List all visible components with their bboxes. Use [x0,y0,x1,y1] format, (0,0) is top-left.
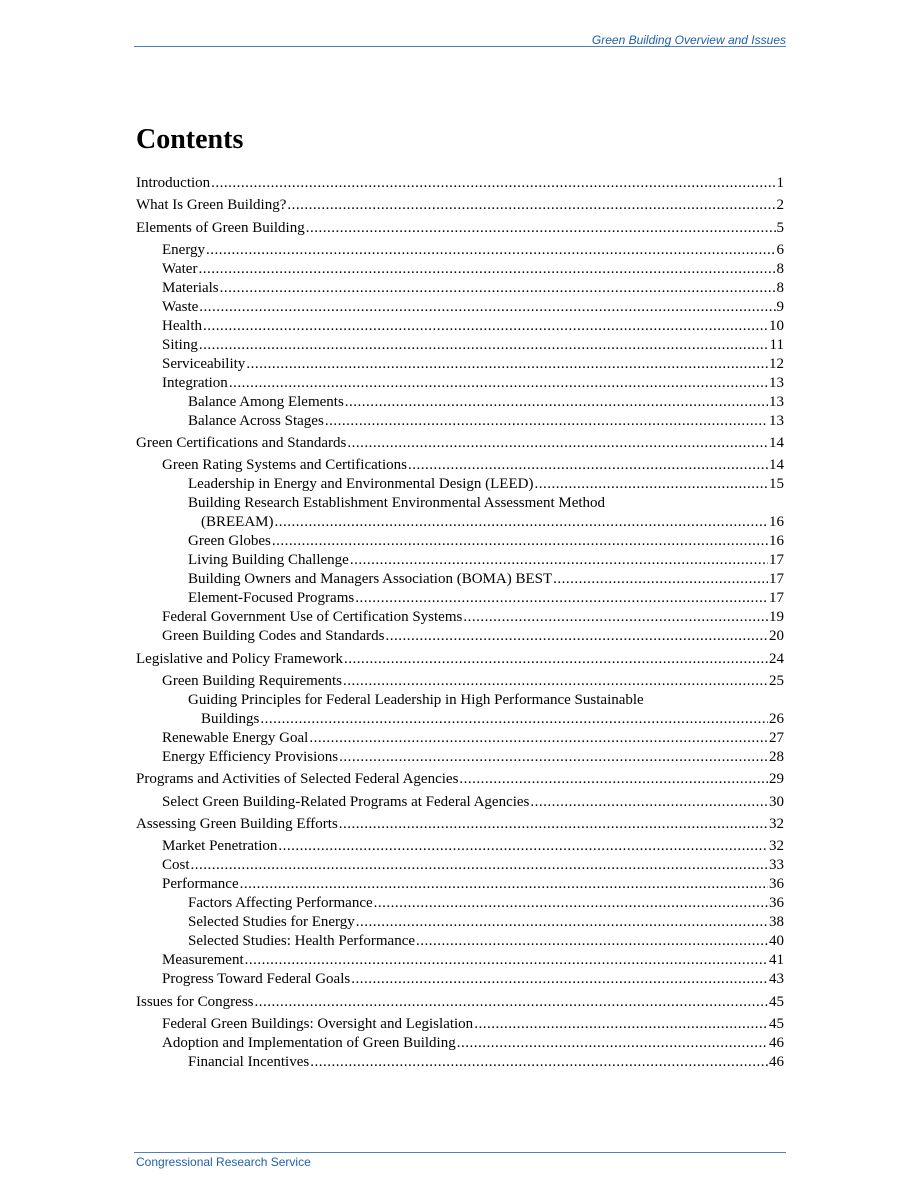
toc-entry[interactable] [136,856,784,875]
dot-leader [351,970,768,989]
dot-leader [310,1053,768,1072]
dot-leader [306,219,776,238]
toc-entry[interactable] [136,608,784,627]
toc-entry-label: Balance Among Elements [188,393,344,410]
toc-entry[interactable] [136,793,784,812]
toc-entry-label: Serviceability [162,355,246,372]
toc-entry-page-number: 46 [769,1034,784,1051]
dot-leader [356,913,768,932]
toc-entry-label: Renewable Energy Goal [162,730,309,747]
dot-leader [287,196,775,215]
toc-entry-label: Performance [162,876,239,893]
toc-entry-page-number: 12 [769,355,784,372]
toc-entry-page-number: 9 [776,298,784,315]
toc-entry-label: Waste [162,298,199,315]
toc-entry[interactable] [136,589,784,608]
toc-entry-page-number: 27 [769,730,784,747]
dot-leader [199,336,769,355]
toc-entry[interactable] [136,434,784,453]
toc-entry-page-number: 14 [769,435,784,452]
dot-leader [229,374,768,393]
toc-entry[interactable] [136,551,784,570]
toc-entry[interactable] [136,748,784,767]
toc-entry-page-number: 32 [769,838,784,855]
dot-leader [325,412,768,431]
toc-entry-label: Energy Efficiency Provisions [162,749,339,766]
toc-entry[interactable] [136,627,784,646]
toc-entry-page-number: 25 [769,673,784,690]
toc-entry-page-number: 13 [769,374,784,391]
toc-entry[interactable] [136,456,784,475]
dot-leader [459,770,768,789]
footer-publisher: Congressional Research Service [136,1155,311,1169]
dot-leader [463,608,768,627]
dot-leader [203,317,768,336]
toc-entry-page-number: 8 [776,279,784,296]
toc-entry-page-number: 11 [769,336,784,353]
toc-entry[interactable] [136,336,784,355]
toc-entry-page-number: 33 [769,857,784,874]
toc-entry-label: Legislative and Policy Framework [136,650,344,667]
toc-entry-label: Green Building Codes and Standards [162,628,385,645]
dot-leader [530,793,768,812]
toc-entry[interactable] [136,770,784,789]
toc-entry-page-number: 2 [776,197,784,214]
toc-entry-page-number: 26 [769,711,784,728]
toc-entry[interactable] [136,951,784,970]
dot-leader [255,993,769,1012]
dot-leader [275,513,769,532]
toc-entry[interactable] [136,279,784,298]
toc-entry-page-number: 43 [769,971,784,988]
toc-entry-label: Siting [162,336,198,353]
toc-entry-label: Green Building Requirements [162,673,342,690]
dot-leader [408,456,768,475]
dot-leader [272,532,768,551]
toc-entry-page-number: 13 [769,412,784,429]
toc-entry[interactable] [136,650,784,669]
dot-leader [191,856,768,875]
toc-entry-label: Cost [162,857,190,874]
toc-entry-label: Market Penetration [162,838,278,855]
toc-entry-page-number: 5 [776,219,784,236]
toc-entry[interactable] [136,475,784,494]
dot-leader [240,875,768,894]
toc-entry-label: Select Green Building-Related Programs at Federal Agencies [162,793,530,810]
toc-entry-page-number: 45 [769,993,784,1010]
dot-leader [457,1034,768,1053]
toc-entry-page-number: 45 [769,1015,784,1032]
toc-entry[interactable] [136,894,784,913]
toc-entry-label: Introduction [136,175,211,191]
toc-entry[interactable] [136,494,784,532]
toc-entry-label: Assessing Green Building Efforts [136,815,338,832]
dot-leader [416,932,768,951]
toc-entry-label: Progress Toward Federal Goals [162,971,351,988]
dot-leader [347,434,768,453]
toc-entry-label: Element-Focused Programs [188,590,355,607]
toc-entry-page-number: 6 [776,241,784,258]
toc-entry-page-number: 32 [769,815,784,832]
toc-entry[interactable] [136,241,784,260]
toc-entry-label: Leadership in Energy and Environmental Design (LEED) [188,476,534,493]
toc-entry[interactable] [136,298,784,317]
toc-entry[interactable] [136,219,784,238]
toc-entry-page-number: 8 [776,260,784,277]
dot-leader [344,650,768,669]
dot-leader [374,894,768,913]
toc-entry-label: Building Research Establishment Environmental Assessment Method [188,495,606,512]
toc-entry[interactable] [136,875,784,894]
dot-leader [474,1015,768,1034]
toc-entry-page-number: 16 [769,514,784,531]
toc-entry-page-number: 17 [769,552,784,569]
toc-entry-page-number: 36 [769,876,784,893]
toc-entry-page-number: 17 [769,571,784,588]
dot-leader [199,298,775,317]
dot-leader [339,748,768,767]
toc-entry-label: Measurement [162,952,244,969]
toc-entry[interactable] [136,355,784,374]
dot-leader [534,475,768,494]
toc-entry[interactable] [136,837,784,856]
toc-entry-page-number: 46 [769,1053,784,1070]
toc-entry[interactable] [136,815,784,834]
dot-leader [198,260,775,279]
toc-entry[interactable] [136,691,784,729]
toc-entry[interactable] [136,374,784,393]
toc-entry-page-number: 1 [776,175,784,191]
toc-entry[interactable] [136,932,784,951]
toc-entry[interactable] [136,993,784,1012]
toc-entry-label: Federal Government Use of Certification Systems [162,609,463,626]
toc-entry-label: Issues for Congress [136,993,254,1010]
toc-entry-page-number: 19 [769,609,784,626]
toc-entry-page-number: 15 [769,476,784,493]
toc-entry[interactable] [136,1034,784,1053]
toc-entry-page-number: 41 [769,952,784,969]
toc-entry-label: Health [162,317,202,334]
toc-entry-label: Buildings [201,711,260,728]
toc-entry-page-number: 40 [769,933,784,950]
toc-entry-label: Federal Green Buildings: Oversight and Legislation [162,1015,474,1032]
page-title: Contents [136,124,244,155]
toc-entry-page-number: 29 [769,771,784,788]
toc-entry-label: Selected Studies for Energy [188,914,355,931]
dot-leader [309,729,768,748]
toc-entry-page-number: 36 [769,895,784,912]
dot-leader [278,837,768,856]
toc-entry[interactable] [136,672,784,691]
toc-entry-label: Programs and Activities of Selected Federal Agencies [136,771,459,788]
dot-leader [246,355,768,374]
dot-leader [260,710,768,729]
toc-entry-label: (BREEAM) [201,514,274,531]
dot-leader [339,815,768,834]
toc-entry[interactable] [136,260,784,279]
toc-entry[interactable] [136,1015,784,1034]
toc-entry[interactable] [136,317,784,336]
toc-entry-page-number: 16 [769,533,784,550]
toc-entry-label: Integration [162,374,228,391]
toc-entry-label: Adoption and Implementation of Green Building [162,1034,456,1051]
dot-leader [220,279,776,298]
toc-entry-label: Elements of Green Building [136,219,305,236]
toc-entry[interactable] [136,393,784,412]
toc-entry-page-number: 14 [769,457,784,474]
toc-entry-label: Green Certifications and Standards [136,435,347,452]
toc-entry-label: What Is Green Building? [136,197,287,214]
toc-entry-label: Selected Studies: Health Performance [188,933,416,950]
toc-entry-page-number: 24 [769,650,784,667]
dot-leader [355,589,768,608]
dot-leader [245,951,768,970]
dot-leader [553,570,768,589]
toc-entry[interactable] [136,970,784,989]
toc-entry-page-number: 20 [769,628,784,645]
table-of-contents [136,174,784,1072]
toc-entry-label: Materials [162,279,219,296]
toc-entry[interactable] [136,174,784,193]
dot-leader [211,174,775,193]
toc-entry-page-number: 13 [769,393,784,410]
toc-entry[interactable] [136,729,784,748]
toc-entry[interactable] [136,412,784,431]
toc-entry-page-number: 28 [769,749,784,766]
toc-entry-label: Green Globes [188,533,271,550]
toc-entry[interactable] [136,1053,784,1072]
toc-entry-page-number: 10 [769,317,784,334]
toc-entry-label: Energy [162,241,206,258]
toc-entry-label: Financial Incentives [188,1053,310,1070]
footer-rule [134,1152,786,1153]
toc-entry-label: Water [162,260,198,277]
toc-entry-label: Green Rating Systems and Certifications [162,457,407,474]
dot-leader [343,672,768,691]
toc-entry[interactable] [136,532,784,551]
toc-entry-page-number: 30 [769,793,784,810]
dot-leader [385,627,768,646]
dot-leader [345,393,768,412]
toc-entry-label: Balance Across Stages [188,412,324,429]
toc-entry[interactable] [136,913,784,932]
toc-entry-label: Guiding Principles for Federal Leadership in High Performance Sustainable [188,692,644,709]
toc-entry-label: Factors Affecting Performance [188,895,373,912]
toc-entry[interactable] [136,196,784,215]
toc-entry-label: Building Owners and Managers Association (BOMA) BEST [188,571,553,588]
toc-entry-label: Living Building Challenge [188,552,349,569]
running-header-title: Green Building Overview and Issues [591,33,786,47]
toc-entry-page-number: 38 [769,914,784,931]
toc-entry[interactable] [136,570,784,589]
dot-leader [350,551,768,570]
toc-entry-page-number: 17 [769,590,784,607]
dot-leader [206,241,775,260]
